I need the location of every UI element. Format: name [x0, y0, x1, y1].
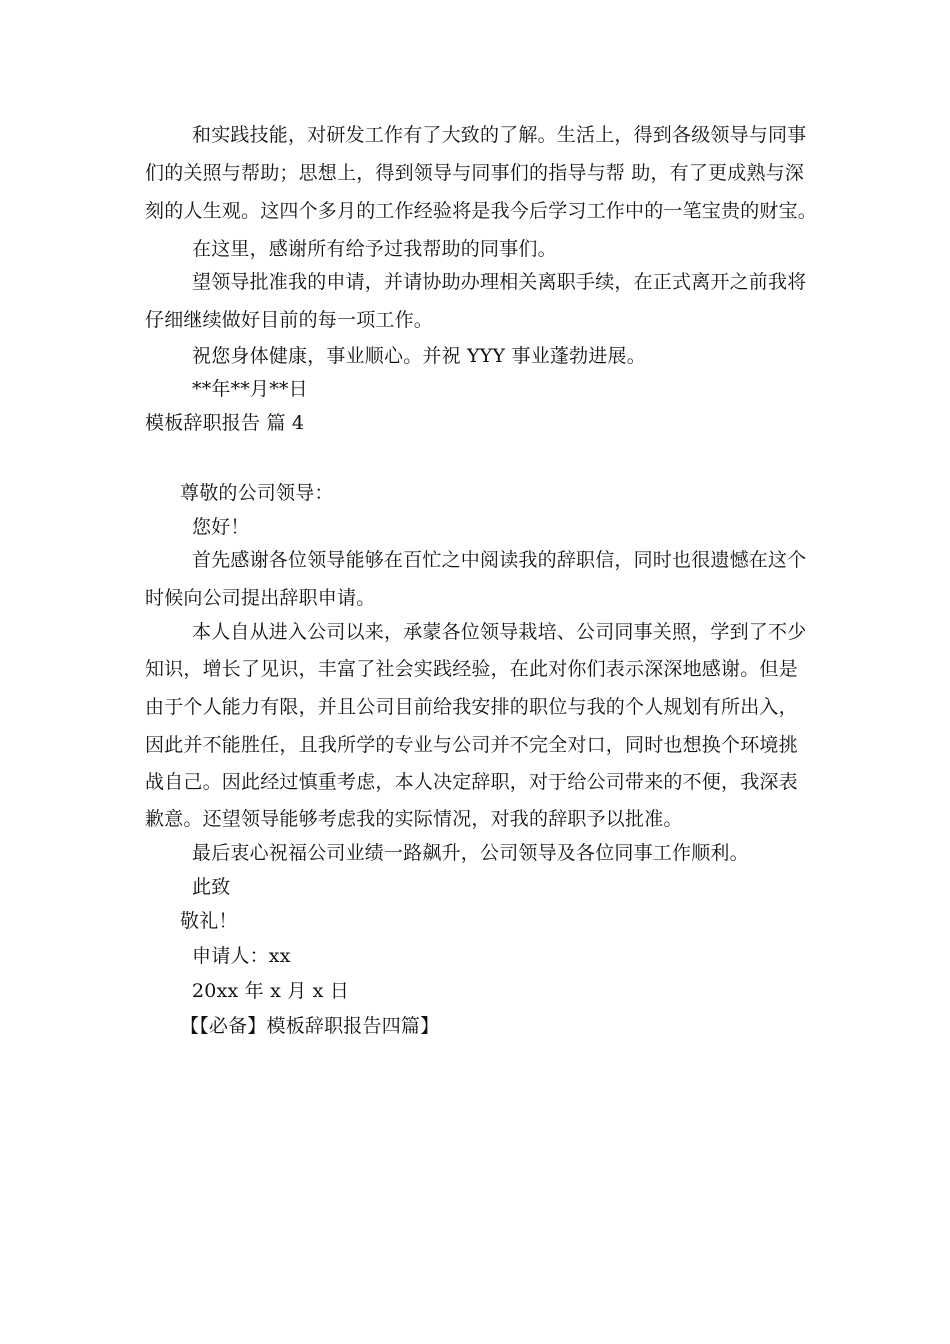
date-line: **年**月**日	[192, 378, 308, 400]
greeting: 您好！	[192, 516, 250, 538]
paragraph-line: 战自己。因此经过慎重考虑，本人决定辞职，对于给公司带来的不便，我深表	[145, 771, 798, 793]
section-heading: 模板辞职报告 篇 4	[145, 412, 305, 434]
applicant-line: 申请人：xx	[192, 945, 291, 967]
closing-line: 此致	[192, 876, 231, 898]
paragraph-line: 望领导批准我的申请，并请协助办理相关离职手续，在正式离开之前我将	[192, 271, 807, 293]
paragraph-line: 因此并不能胜任，且我所学的专业与公司并不完全对口，同时也想换个环境挑	[145, 734, 798, 756]
closing-line: 敬礼！	[180, 910, 238, 932]
paragraph-line: 和实践技能，对研发工作有了大致的了解。生活上，得到各级领导与同事	[192, 124, 807, 146]
paragraph-line: 首先感谢各位领导能够在百忙之中阅读我的辞职信，同时也很遗憾在这个	[192, 549, 807, 571]
paragraph-line: 歉意。还望领导能够考虑我的实际情况，对我的辞职予以批准。	[145, 808, 683, 830]
salutation: 尊敬的公司领导：	[180, 482, 334, 504]
paragraph-line: 祝您身体健康，事业顺心。并祝 YYY 事业蓬勃进展。	[192, 345, 646, 367]
paragraph-line: 最后衷心祝福公司业绩一路飙升，公司领导及各位同事工作顺利。	[192, 842, 749, 864]
date-line: 20xx 年 x 月 x 日	[192, 980, 350, 1002]
paragraph-line: 时候向公司提出辞职申请。	[145, 587, 376, 609]
paragraph-line: 们的关照与帮助；思想上，得到领导与同事们的指导与帮 助，有了更成熟与深	[145, 162, 805, 184]
paragraph-line: 在这里，感谢所有给予过我帮助的同事们。	[192, 238, 557, 260]
paragraph-line: 本人自从进入公司以来，承蒙各位领导栽培、公司同事关照，学到了不少	[192, 621, 807, 643]
paragraph-line: 仔细继续做好目前的每一项工作。	[145, 309, 434, 331]
paragraph-line: 刻的人生观。这四个多月的工作经验将是我今后学习工作中的一笔宝贵的财宝。	[145, 200, 818, 222]
document-footer-title: 【【必备】模板辞职报告四篇】	[180, 1015, 440, 1037]
paragraph-line: 知识，增长了见识，丰富了社会实践经验，在此对你们表示深深地感谢。但是	[145, 658, 798, 680]
paragraph-line: 由于个人能力有限，并且公司目前给我安排的职位与我的个人规划有所出入，	[145, 696, 798, 718]
